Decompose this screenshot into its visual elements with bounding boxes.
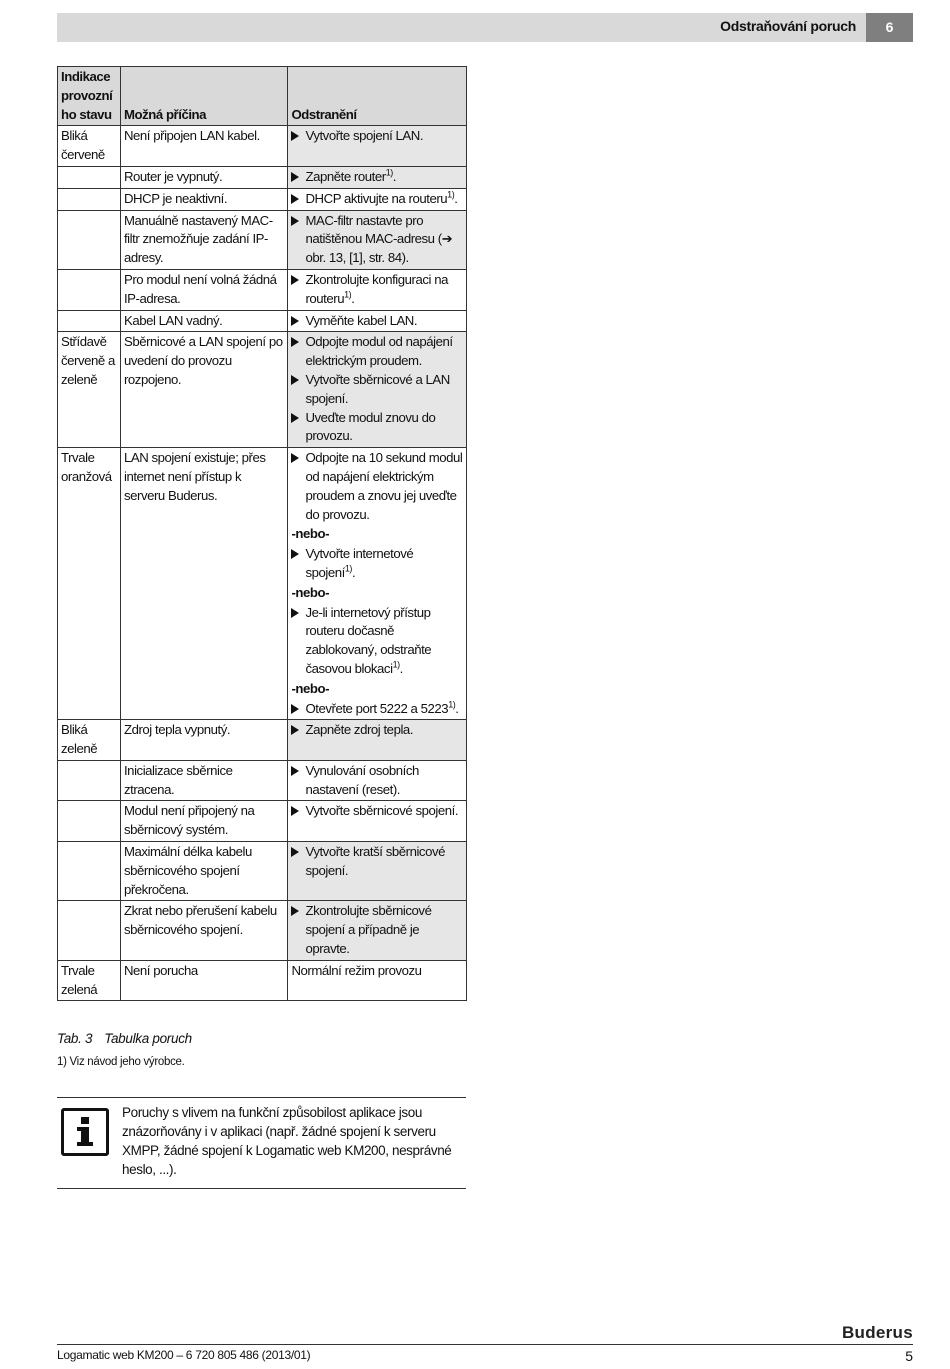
arrow-icon <box>291 172 299 182</box>
fix-cell: Vytvořte kratší sběrnicové spojení. <box>288 842 467 901</box>
info-note <box>57 1097 466 1189</box>
footer-document: Logamatic web KM200 – 6 720 805 486 (2013/01) <box>57 1348 311 1362</box>
cause-cell: Inicializace sběrnice ztracena. <box>120 760 288 801</box>
fix-cell: Vytvořte spojení LAN. <box>288 126 467 167</box>
footnote-ref: 1) <box>447 189 455 200</box>
table-row <box>58 310 467 332</box>
table-row <box>58 269 467 310</box>
fix-cell: Zkontrolujte konfiguraci na routeru$^{1)}$. <box>288 269 467 310</box>
table-row <box>58 210 467 269</box>
header-cause: Možná příčina <box>120 67 288 126</box>
table-caption <box>57 1031 192 1046</box>
header-state: Indikace provozní ho stavu <box>58 67 121 126</box>
footer-divider <box>57 1344 913 1345</box>
table-row <box>58 842 467 901</box>
arrow-icon <box>291 337 299 347</box>
or-label: -nebo- <box>291 526 330 542</box>
arrow-icon <box>291 316 299 326</box>
fix-cell: Normální režim provozu <box>288 960 467 1001</box>
arrow-icon <box>291 216 299 226</box>
cause-cell: Zkrat nebo přerušení kabelu sběrnicového spojení. <box>120 901 288 960</box>
fix-cell: Zapněte zdroj tepla. <box>288 720 467 761</box>
or-label: -nebo- <box>291 584 330 600</box>
arrow-icon <box>291 847 299 857</box>
state-cell: Bliká červeně <box>58 126 121 167</box>
cause-cell: Zdroj tepla vypnutý. <box>120 720 288 761</box>
cause-cell: Modul není připojený na sběrnicový systém. <box>120 801 288 842</box>
chapter-title: Odstraňování poruch <box>720 18 856 34</box>
fix-cell: Odpojte na 10 sekund modul od napájení elektrickým proudem a znovu jej uveďte do provozu. -nebo- Vytvořte internetové spojení$^{1)}$. -nebo- Je-li internetový přístup routeru dočasně zablokovaný, odstraňte časovou blokaci$^{1)}$. -nebo- Otevřete port 5222 a 5223$^{1)}$. <box>288 448 467 720</box>
fix-cell: Odpojte modul od napájení elektrickým proudem. Vytvořte sběrnicové a LAN spojení. Uveďte modul znovu do provozu. <box>288 332 467 448</box>
arrow-icon <box>291 194 299 204</box>
fix-cell: Vynulování osobních nastavení (reset). <box>288 760 467 801</box>
arrow-icon <box>291 453 299 463</box>
fix-cell: Vytvořte sběrnicové spojení. <box>288 801 467 842</box>
caption-text: Tabulka poruch <box>104 1031 192 1046</box>
fix-cell: Vyměňte kabel LAN. <box>288 310 467 332</box>
footnote-ref: 1) <box>344 289 352 300</box>
caption-number: Tab. 3 <box>57 1031 93 1046</box>
state-cell: Trvale zelená <box>58 960 121 1001</box>
arrow-icon <box>291 413 299 423</box>
note-text: Poruchy s vlivem na funkční způsobilost aplikace jsou znázorňovány i v aplikaci (např. žádné spojení k serveru XMPP, žádné spojení k Logamatic web KM200, nesprávné heslo, ...). <box>122 1105 452 1177</box>
table-row <box>58 760 467 801</box>
arrow-icon <box>291 375 299 385</box>
chapter-number: 6 <box>866 13 913 42</box>
table-row <box>58 188 467 210</box>
arrow-icon <box>291 704 299 714</box>
cause-cell: LAN spojení existuje; přes internet není přístup k serveru Buderus. <box>120 448 288 720</box>
chapter-header <box>57 13 866 42</box>
header-fix: Odstranění <box>288 67 467 126</box>
or-label: -nebo- <box>291 680 330 696</box>
cause-cell: Kabel LAN vadný. <box>120 310 288 332</box>
fault-table <box>57 66 467 1001</box>
brand-logo: Buderus <box>841 1323 913 1342</box>
footnote-ref: 1) <box>344 563 352 574</box>
footnote-ref: 1) <box>448 699 456 710</box>
table-row <box>58 166 467 188</box>
arrow-icon <box>291 725 299 735</box>
arrow-icon <box>291 275 299 285</box>
table-row <box>58 960 467 1001</box>
table-header-row <box>58 67 467 126</box>
fix-cell: Zapněte router$^{1)}$. <box>288 166 467 188</box>
cause-cell: Pro modul není volná žádná IP-adresa. <box>120 269 288 310</box>
table-row <box>58 332 467 448</box>
page-number: 5 <box>905 1348 913 1364</box>
fix-cell: MAC-filtr nastavte pro natištěnou MAC-adresu (➔ obr. 13, [1], str. 84). <box>288 210 467 269</box>
cause-cell: Maximální délka kabelu sběrnicového spojení překročena. <box>120 842 288 901</box>
fix-cell: Zkontrolujte sběrnicové spojení a případně je opravte. <box>288 901 467 960</box>
fix-cell: DHCP aktivujte na routeru$^{1)}$. <box>288 188 467 210</box>
info-icon <box>61 1108 109 1156</box>
arrow-icon <box>291 131 299 141</box>
table-row <box>58 801 467 842</box>
arrow-icon <box>291 906 299 916</box>
cause-cell: Není připojen LAN kabel. <box>120 126 288 167</box>
arrow-icon <box>291 806 299 816</box>
state-cell: Trvale oranžová <box>58 448 121 720</box>
footnote-ref: 1) <box>385 167 393 178</box>
table-row <box>58 901 467 960</box>
footnote-ref: 1) <box>392 659 400 670</box>
arrow-icon <box>291 608 299 618</box>
state-cell: Střídavě červeně a zeleně <box>58 332 121 448</box>
cause-cell: Není porucha <box>120 960 288 1001</box>
arrow-icon <box>291 549 299 559</box>
table-row <box>58 448 467 720</box>
arrow-icon <box>291 766 299 776</box>
footnote: 1) Viz návod jeho výrobce. <box>57 1056 185 1068</box>
table-row <box>58 720 467 761</box>
cause-cell: DHCP je neaktivní. <box>120 188 288 210</box>
cause-cell: Manuálně nastavený MAC-filtr znemožňuje zadání IP-adresy. <box>120 210 288 269</box>
cause-cell: Sběrnicové a LAN spojení po uvedení do provozu rozpojeno. <box>120 332 288 448</box>
state-cell: Bliká zeleně <box>58 720 121 761</box>
table-row <box>58 126 467 167</box>
cause-cell: Router je vypnutý. <box>120 166 288 188</box>
